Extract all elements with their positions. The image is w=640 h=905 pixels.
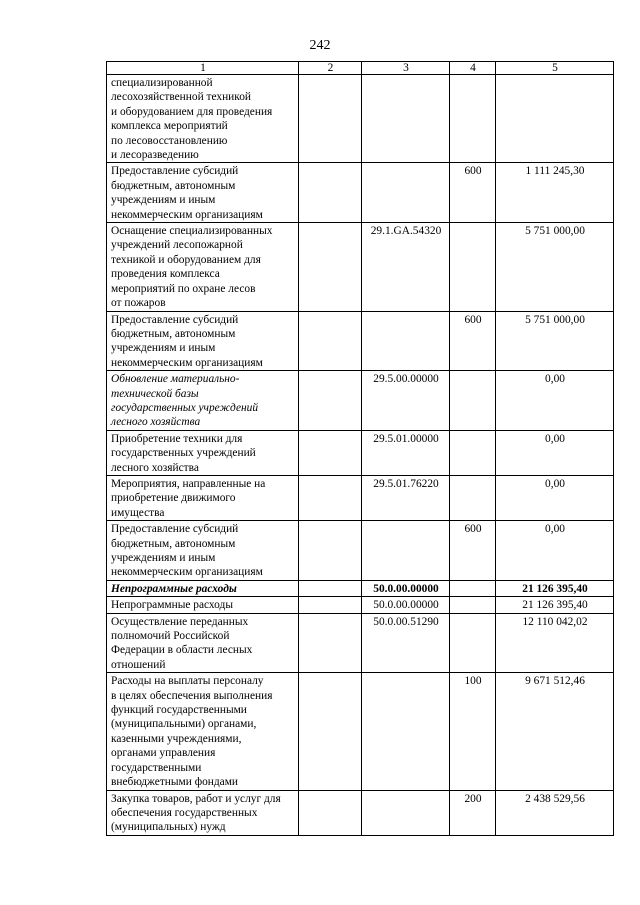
table-row (107, 75, 614, 163)
expense-type-cell: 600 (450, 311, 496, 371)
column-2-cell (299, 430, 362, 475)
header-cell-col-5: 5 (496, 62, 614, 75)
column-2-cell (299, 223, 362, 311)
item-name-cell: Предоставление субсидий бюджетным, автономным учреждениям и иным некоммерческим организациям (107, 163, 299, 223)
expense-type-cell: 200 (450, 790, 496, 835)
item-name-cell: Мероприятия, направленные на приобретение движимого имущества (107, 475, 299, 520)
amount-cell: 21 126 395,40 (496, 580, 614, 596)
amount-cell: 0,00 (496, 521, 614, 581)
column-2-cell (299, 580, 362, 596)
item-name-cell: Закупка товаров, работ и услуг для обеспечения государственных (муниципальных) нужд (107, 790, 299, 835)
table-row (107, 163, 614, 223)
item-name-cell: Оснащение специализированных учреждений лесопожарной техникой и оборудованием для проведения комплекса мероприятий по охране лесов от пожаров (107, 223, 299, 311)
expense-type-cell (450, 475, 496, 520)
target-article-code-cell: 50.0.00.00000 (362, 597, 450, 613)
page-number: 242 (309, 38, 331, 53)
column-2-cell (299, 371, 362, 431)
item-name-cell: Непрограммные расходы (107, 597, 299, 613)
target-article-code-cell: 50.0.00.51290 (362, 613, 450, 673)
table-row (107, 521, 614, 581)
budget-table (106, 61, 614, 836)
expense-type-cell (450, 613, 496, 673)
table-row (107, 790, 614, 835)
target-article-code-cell (362, 75, 450, 163)
amount-cell: 12 110 042,02 (496, 613, 614, 673)
expense-type-cell (450, 371, 496, 431)
amount-cell: 21 126 395,40 (496, 597, 614, 613)
target-article-code-cell: 29.5.01.76220 (362, 475, 450, 520)
amount-cell: 2 438 529,56 (496, 790, 614, 835)
expense-type-cell (450, 430, 496, 475)
column-2-cell (299, 475, 362, 520)
header-cell-col-3: 3 (362, 62, 450, 75)
amount-cell: 1 111 245,30 (496, 163, 614, 223)
target-article-code-cell: 50.0.00.00000 (362, 580, 450, 596)
target-article-code-cell (362, 790, 450, 835)
amount-cell: 5 751 000,00 (496, 223, 614, 311)
column-2-cell (299, 311, 362, 371)
amount-cell: 5 751 000,00 (496, 311, 614, 371)
target-article-code-cell (362, 673, 450, 790)
header-cell-col-4: 4 (450, 62, 496, 75)
expense-type-cell: 600 (450, 163, 496, 223)
table-row (107, 673, 614, 790)
column-2-cell (299, 597, 362, 613)
item-name-cell: Предоставление субсидий бюджетным, автономным учреждениям и иным некоммерческим организациям (107, 311, 299, 371)
amount-cell: 0,00 (496, 371, 614, 431)
expense-type-cell (450, 223, 496, 311)
target-article-code-cell (362, 521, 450, 581)
item-name-cell: Обновление материально- технической базы государственных учреждений лесного хозяйства (107, 371, 299, 431)
expense-type-cell: 600 (450, 521, 496, 581)
amount-cell: 9 671 512,46 (496, 673, 614, 790)
header-cell-col-2: 2 (299, 62, 362, 75)
column-2-cell (299, 613, 362, 673)
table-header-row (107, 62, 614, 75)
expense-type-cell (450, 580, 496, 596)
table-row (107, 580, 614, 596)
target-article-code-cell (362, 163, 450, 223)
column-2-cell (299, 790, 362, 835)
target-article-code-cell: 29.1.GA.54320 (362, 223, 450, 311)
column-2-cell (299, 521, 362, 581)
table-row (107, 430, 614, 475)
amount-cell (496, 75, 614, 163)
amount-cell: 0,00 (496, 430, 614, 475)
item-name-cell: Приобретение техники для государственных учреждений лесного хозяйства (107, 430, 299, 475)
table-row (107, 613, 614, 673)
amount-cell: 0,00 (496, 475, 614, 520)
target-article-code-cell (362, 311, 450, 371)
item-name-cell: Непрограммные расходы (107, 580, 299, 596)
column-2-cell (299, 75, 362, 163)
expense-type-cell (450, 75, 496, 163)
expense-type-cell: 100 (450, 673, 496, 790)
expense-type-cell (450, 597, 496, 613)
column-2-cell (299, 163, 362, 223)
table-row (107, 223, 614, 311)
item-name-cell: Предоставление субсидий бюджетным, автономным учреждениям и иным некоммерческим организациям (107, 521, 299, 581)
table-row (107, 311, 614, 371)
item-name-cell: Осуществление переданных полномочий Российской Федерации в области лесных отношений (107, 613, 299, 673)
column-2-cell (299, 673, 362, 790)
item-name-cell: Расходы на выплаты персоналу в целях обеспечения выполнения функций государственными (муниципальными) органами, казенными учреждениями, органами управления государственными внебюджетными фондами (107, 673, 299, 790)
table-row (107, 371, 614, 431)
target-article-code-cell: 29.5.00.00000 (362, 371, 450, 431)
header-cell-col-1: 1 (107, 62, 299, 75)
item-name-cell: специализированной лесохозяйственной техникой и оборудованием для проведения комплекса мероприятий по лесовосстановлению и лесоразведению (107, 75, 299, 163)
target-article-code-cell: 29.5.01.00000 (362, 430, 450, 475)
table-row (107, 475, 614, 520)
table-row (107, 597, 614, 613)
